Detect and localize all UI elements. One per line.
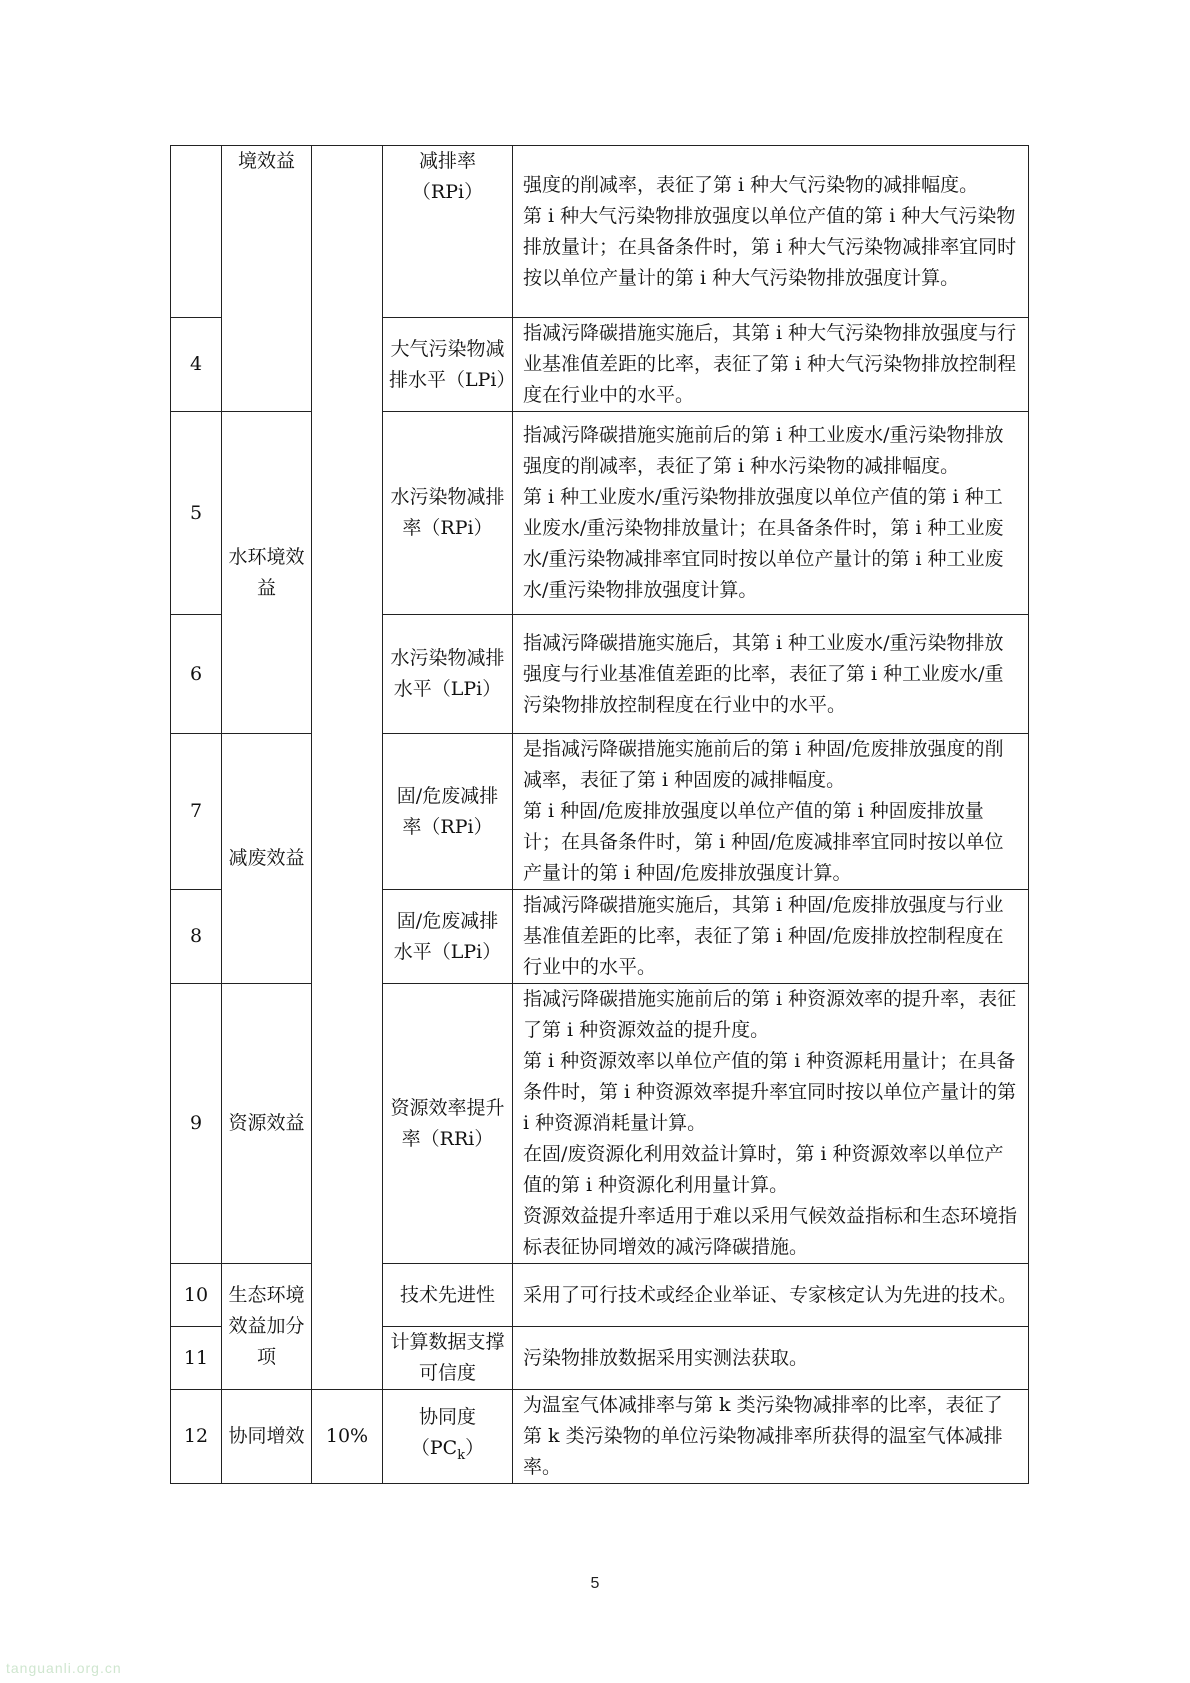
description-cell — [513, 890, 1029, 984]
row-number: 4 — [171, 318, 222, 412]
indicator-cell: 减排率（RPi） — [383, 146, 513, 318]
indicator-text-tail: ） — [465, 1437, 485, 1460]
indicator-cell: 计算数据支撑可信度 — [383, 1327, 513, 1390]
description-cell — [513, 615, 1029, 734]
description-paragraph: 指减污降碳措施实施后，其第 i 种固/危废排放强度与行业基准值差距的比率，表征了第 i 种固/危废排放控制程度在行业中的水平。 — [523, 894, 1004, 978]
row-number — [171, 146, 222, 318]
indicator-subscript: k — [457, 1447, 466, 1463]
description-cell — [513, 1264, 1029, 1327]
table-row — [171, 1264, 1029, 1327]
indicator-cell: 固/危废减排水平（LPi） — [383, 890, 513, 984]
indicator-cell: 固/危废减排率（RPi） — [383, 734, 513, 890]
description-paragraph: 是指减污降碳措施实施前后的第 i 种固/危废排放强度的削减率，表征了第 i 种固废的减排幅度。 — [523, 738, 1004, 791]
category-cell: 生态环境效益加分项 — [222, 1264, 312, 1390]
weight-cell: 10% — [312, 1390, 383, 1484]
description-paragraph: 指减污降碳措施实施前后的第 i 种工业废水/重污染物排放强度的削减率，表征了第 i 种水污染物的减排幅度。 — [523, 424, 1004, 477]
description-paragraph: 为温室气体减排率与第 k 类污染物减排率的比率，表征了第 k 类污染物的单位污染物减排率所获得的温室气体减排率。 — [523, 1394, 1003, 1478]
description-paragraph: 第 i 种工业废水/重污染物排放强度以单位产值的第 i 种工业废水/重污染物排放量计；在具备条件时，第 i 种工业废水/重污染物减排率宜同时按以单位产量计的第 i 种工业废水/重污染物排放强度计算。 — [523, 486, 1004, 601]
row-number: 6 — [171, 615, 222, 734]
indicator-cell — [383, 1390, 513, 1484]
description-paragraph: 资源效益提升率适用于难以采用气候效益指标和生态环境指标表征协同增效的减污降碳措施。 — [523, 1205, 1018, 1258]
category-cell: 境效益 — [222, 146, 312, 412]
table-row — [171, 984, 1029, 1264]
weight-cell — [312, 146, 383, 1390]
indicator-cell: 水污染物减排率（RPi） — [383, 412, 513, 615]
description-paragraph: 在固/废资源化利用效益计算时，第 i 种资源效率以单位产值的第 i 种资源化利用量计算。 — [523, 1143, 1004, 1196]
category-cell: 资源效益 — [222, 984, 312, 1264]
category-cell: 水环境效益 — [222, 412, 312, 734]
row-number: 5 — [171, 412, 222, 615]
row-number: 11 — [171, 1327, 222, 1390]
description-paragraph: 指减污降碳措施实施前后的第 i 种资源效率的提升率，表征了第 i 种资源效益的提升度。 — [523, 988, 1017, 1041]
description-cell — [513, 984, 1029, 1264]
description-paragraph: 采用了可行技术或经企业举证、专家核定认为先进的技术。 — [523, 1283, 1018, 1306]
row-number: 12 — [171, 1390, 222, 1484]
indicator-table — [170, 145, 1029, 1484]
watermark: tanguanli.org.cn — [6, 1660, 122, 1676]
description-cell — [513, 318, 1029, 412]
indicator-cell: 技术先进性 — [383, 1264, 513, 1327]
description-paragraph: 强度的削减率，表征了第 i 种大气污染物的减排幅度。 — [523, 173, 979, 196]
row-number: 9 — [171, 984, 222, 1264]
indicator-text: 协同度（PC — [410, 1406, 476, 1460]
table-row — [171, 734, 1029, 890]
description-cell — [513, 412, 1029, 615]
description-paragraph: 第 i 种资源效率以单位产值的第 i 种资源耗用量计；在具备条件时，第 i 种资源效率提升率宜同时按以单位产量计的第 i 种资源消耗量计算。 — [523, 1050, 1017, 1134]
row-number: 7 — [171, 734, 222, 890]
description-cell — [513, 1390, 1029, 1484]
description-paragraph: 污染物排放数据采用实测法获取。 — [523, 1346, 809, 1369]
description-paragraph: 第 i 种固/危废排放强度以单位产值的第 i 种固废排放量计；在具备条件时，第 i 种固/危废减排率宜同时按以单位产量计的第 i 种固/危废排放强度计算。 — [523, 800, 1004, 884]
description-cell — [513, 146, 1029, 318]
description-paragraph: 指减污降碳措施实施后，其第 i 种工业废水/重污染物排放强度与行业基准值差距的比率，表征了第 i 种工业废水/重污染物排放控制程度在行业中的水平。 — [523, 631, 1004, 716]
description-paragraph: 指减污降碳措施实施后，其第 i 种大气污染物排放强度与行业基准值差距的比率，表征了第 i 种大气污染物排放控制程度在行业中的水平。 — [523, 322, 1017, 406]
description-cell — [513, 1327, 1029, 1390]
table-row — [171, 412, 1029, 615]
table-row — [171, 1390, 1029, 1484]
indicator-cell: 大气污染物减排水平（LPi） — [383, 318, 513, 412]
category-cell: 协同增效 — [222, 1390, 312, 1484]
indicator-cell: 水污染物减排水平（LPi） — [383, 615, 513, 734]
row-number: 10 — [171, 1264, 222, 1327]
page-number: 5 — [590, 1575, 600, 1592]
row-number: 8 — [171, 890, 222, 984]
table-row — [171, 146, 1029, 318]
description-cell — [513, 734, 1029, 890]
indicator-cell: 资源效率提升率（RRi） — [383, 984, 513, 1264]
category-cell: 减废效益 — [222, 734, 312, 984]
description-paragraph: 第 i 种大气污染物排放强度以单位产值的第 i 种大气污染物排放量计；在具备条件时，第 i 种大气污染物减排率宜同时按以单位产量计的第 i 种大气污染物排放强度计算。 — [523, 204, 1017, 289]
